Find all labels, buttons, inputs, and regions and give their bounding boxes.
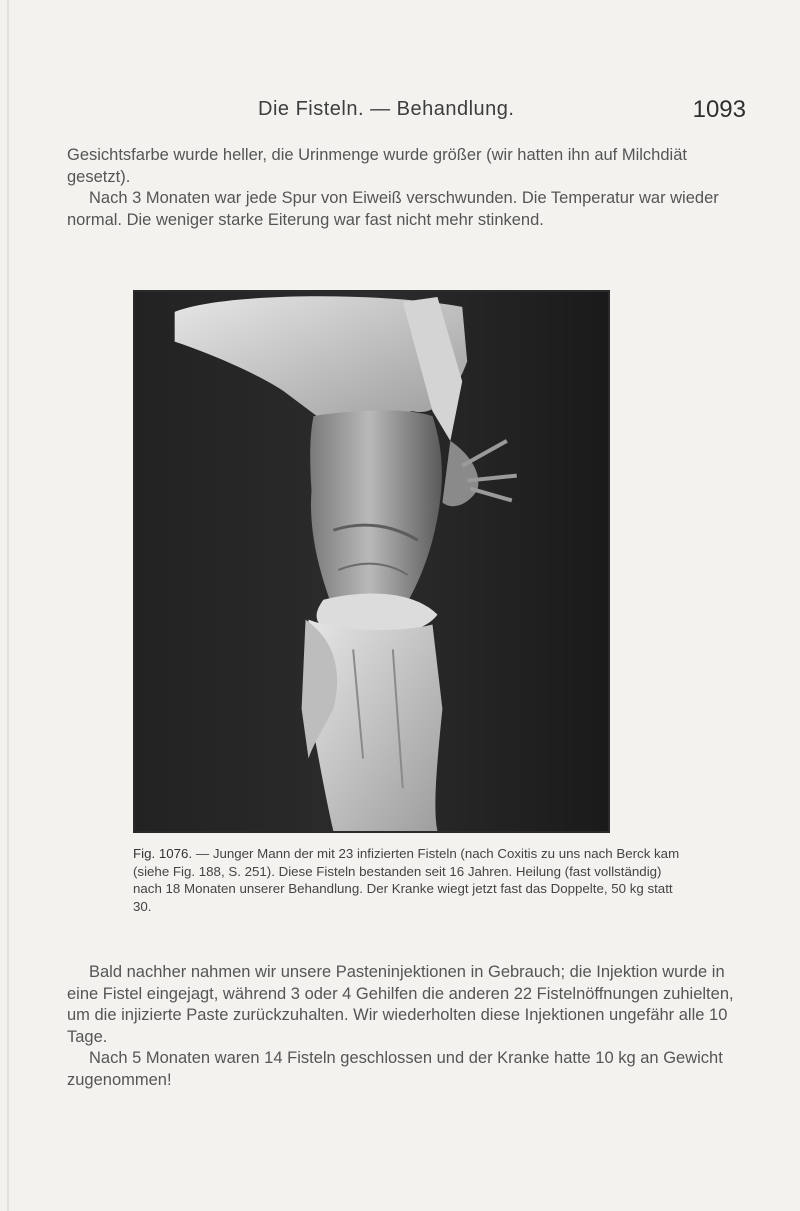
page-edge-rule bbox=[7, 0, 9, 1211]
figure-caption-text: — Junger Mann der mit 23 infizierten Fisteln (nach Coxitis zu uns nach Berck kam (siehe Fig. 188, S. 251). Diese Fisteln bestanden seit 16 Jahren. Heilung (fast vollständig) nach 18 Monaten unserer Behandlung. Der Kranke wiegt jetzt fast das Doppelte, 50 kg statt 30. bbox=[133, 846, 680, 914]
paragraph: Nach 5 Monaten waren 14 Fisteln geschlossen und der Kranke hatte 10 kg an Gewicht zugenommen! bbox=[67, 1049, 723, 1089]
figure-caption bbox=[133, 845, 693, 915]
outro-text bbox=[67, 962, 747, 1091]
patient-photograph bbox=[133, 290, 610, 833]
running-head bbox=[0, 98, 800, 128]
figure-label: Fig. 1076. bbox=[133, 846, 193, 861]
page-number: 1093 bbox=[692, 96, 746, 123]
paragraph: Nach 3 Monaten war jede Spur von Eiweiß verschwunden. Die Temperatur war wieder normal. Die weniger starke Eiterung war fast nicht mehr stinkend. bbox=[67, 189, 719, 229]
running-title: Die Fisteln. — Behandlung. bbox=[258, 98, 515, 120]
paragraph: Bald nachher nahmen wir unsere Pasteninjektionen in Gebrauch; die Injektion wurde in eine Fistel eingejagt, während 3 oder 4 Gehilfen die anderen 22 Fistelnöffnungen zuhielten, um die injizierte Paste zurückzuhalten. Wir wiederholten diese Injektionen ungefähr alle 10 Tage. bbox=[67, 963, 734, 1046]
paragraph: Gesichtsfarbe wurde heller, die Urinmenge wurde größer (wir hatten ihn auf Milchdiät gesetzt). bbox=[67, 146, 687, 186]
intro-text bbox=[67, 145, 747, 231]
photograph-illustration bbox=[135, 292, 608, 831]
